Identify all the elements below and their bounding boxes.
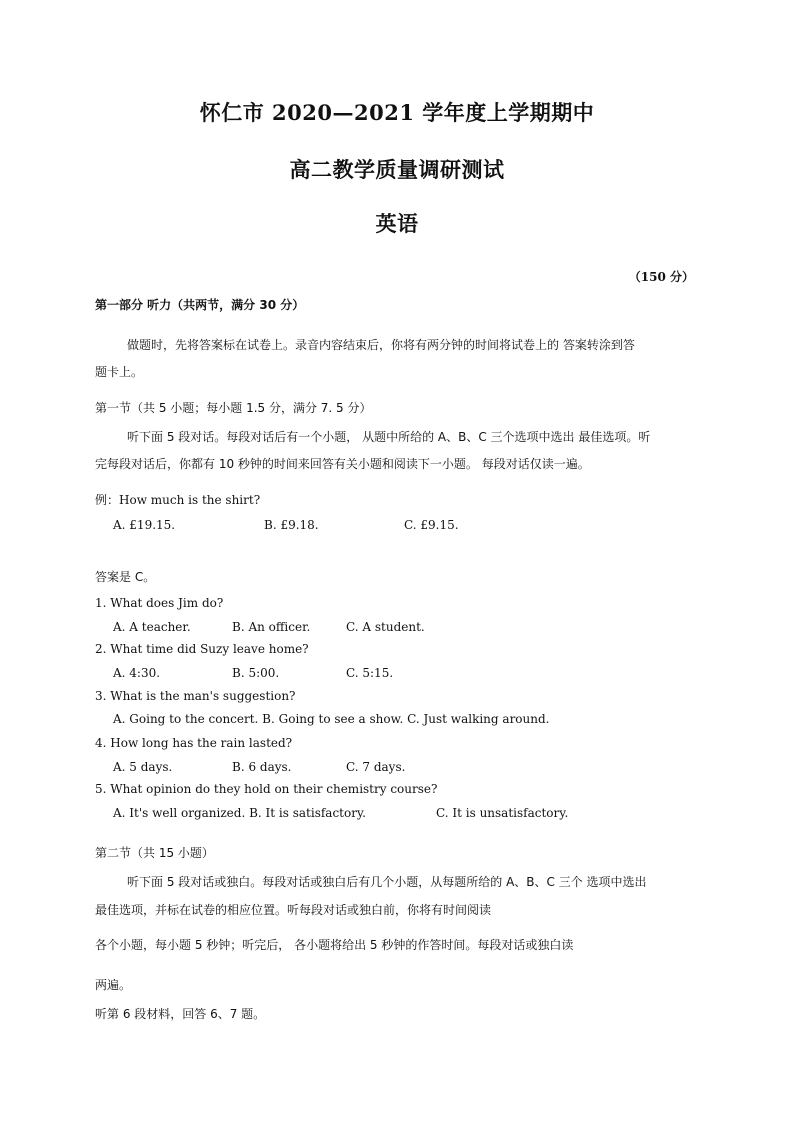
example-option-a: A. £19.15.	[113, 518, 176, 532]
example-question: 例：How much is the shirt?	[95, 493, 261, 507]
exam-title: 怀仁市 2020—2021 学年度上学期期中	[199, 100, 595, 125]
section2-heading: 第二节（共 15 小题）	[95, 846, 214, 860]
question-5-option-c: C. It is unsatisfactory.	[436, 806, 569, 820]
question-5: 5. What opinion do they hold on their chemistry course?	[95, 782, 438, 796]
subject-title: 英语	[375, 211, 419, 236]
question-3-options: A. Going to the concert. B. Going to see a show. C. Just walking around.	[113, 712, 550, 726]
section2-instruction-line3: 各个小题，每小题 5 秒钟；听完后， 各小题将给出 5 秒钟的作答时间。每段对话或独白读	[95, 938, 574, 952]
question-4-option-c: C. 7 days.	[346, 760, 406, 774]
question-1-option-b: B. An officer.	[232, 620, 311, 634]
section2-instruction-line4: 两遍。	[95, 978, 132, 992]
example-option-c: C. £9.15.	[404, 518, 459, 532]
question-4: 4. How long has the rain lasted?	[95, 736, 293, 750]
question-1: 1. What does Jim do?	[95, 596, 224, 610]
part1-heading: 第一部分 听力（共两节，满分 30 分）	[95, 298, 305, 312]
example-option-b: B. £9.18.	[264, 518, 319, 532]
part1-instruction-line1: 做题时，先将答案标在试卷上。录音内容结束后，你将有两分钟的时间将试卷上的 答案转涂到答	[127, 338, 635, 352]
section1-instruction-line1: 听下面 5 段对话。每段对话后有一个小题， 从题中所给的 A、B、C 三个选项中选出 最佳选项。听	[127, 430, 651, 444]
section1-heading: 第一节（共 5 小题；每小题 1.5 分，满分 7. 5 分）	[95, 401, 372, 415]
question-4-option-a: A. 5 days.	[113, 760, 173, 774]
question-2-option-b: B. 5:00.	[232, 666, 280, 680]
question-1-option-c: C. A student.	[346, 620, 425, 634]
section1-instruction-line2: 完每段对话后，你都有 10 秒钟的时间来回答有关小题和阅读下一小题。 每段对话仅读一遍。	[95, 457, 590, 471]
question-4-option-b: B. 6 days.	[232, 760, 292, 774]
material-6-instruction: 听第 6 段材料，回答 6、7 题。	[95, 1007, 266, 1021]
question-5-option-ab: A. It's well organized. B. It is satisfactory.	[113, 806, 366, 820]
exam-subtitle: 高二教学质量调研测试	[289, 157, 505, 182]
part1-instruction-line2: 题卡上。	[95, 365, 144, 379]
question-2-option-c: C. 5:15.	[346, 666, 394, 680]
question-2: 2. What time did Suzy leave home?	[95, 642, 309, 656]
question-3: 3. What is the man's suggestion?	[95, 689, 296, 703]
section2-instruction-line1: 听下面 5 段对话或独白。每段对话或独白后有几个小题，从每题所给的 A、B、C 三个 选项中选出	[127, 875, 647, 889]
example-answer: 答案是 C。	[95, 570, 156, 584]
total-score: （150 分）	[628, 270, 694, 284]
section2-instruction-line2: 最佳选项，并标在试卷的相应位置。听每段对话或独白前，你将有时间阅读	[95, 903, 492, 917]
question-1-option-a: A. A teacher.	[113, 620, 191, 634]
question-2-option-a: A. 4:30.	[113, 666, 161, 680]
